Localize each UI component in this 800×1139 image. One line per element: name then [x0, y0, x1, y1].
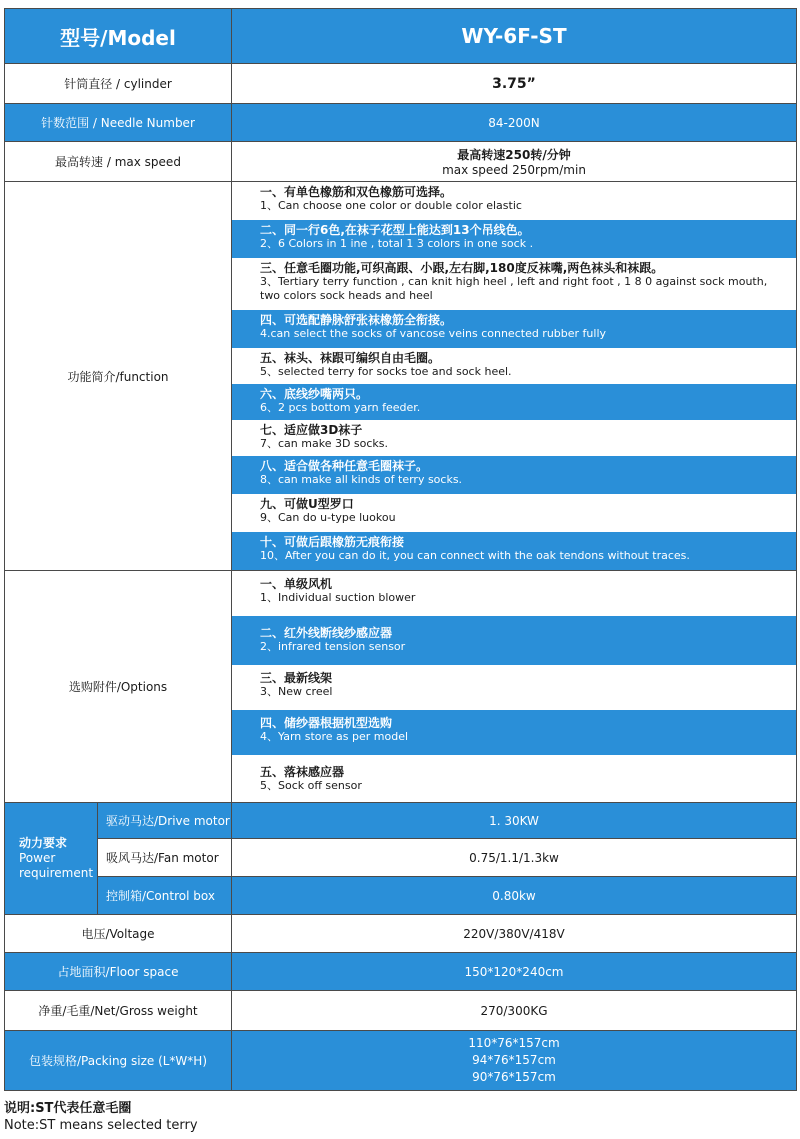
- packing-label: 包装规格/Packing size (L*W*H): [5, 1031, 232, 1091]
- speed-row: [5, 142, 797, 182]
- power-drive-row: [5, 803, 797, 839]
- voltage-value: 220V/380V/418V: [232, 915, 797, 953]
- floor-row: [5, 953, 797, 991]
- options-item: 二、红外线断线纱感应器 2、infrared tension sensor: [232, 616, 796, 665]
- footnote: [4, 1100, 198, 1134]
- spec-sheet: [4, 8, 796, 1091]
- options-item: 一、单级风机 1、Individual suction blower: [232, 571, 796, 616]
- drive-motor-value: 1. 30KW: [232, 803, 797, 839]
- fan-motor-label: 吸风马达/Fan motor: [98, 839, 232, 877]
- footnote-en: Note:ST means selected terry: [4, 1118, 198, 1133]
- function-item: 一、有单色橡筋和双色橡筋可选择。 1、Can choose one color or double color elastic: [232, 182, 796, 220]
- function-row: [5, 182, 797, 571]
- drive-motor-label: 驱动马达/Drive motor: [98, 803, 232, 839]
- weight-row: [5, 991, 797, 1031]
- packing-value: 110*76*157cm: [468, 1036, 560, 1050]
- function-item: 二、同一行6色,在袜子花型上能达到13个吊线色。 2、6 Colors in 1 ine , total 1 3 colors in one sock .: [232, 220, 796, 258]
- power-fan-row: [5, 839, 797, 877]
- speed-label: 最高转速 / max speed: [5, 142, 232, 182]
- function-item: 五、袜头、袜跟可编织自由毛圈。 5、selected terry for socks toe and sock heel.: [232, 348, 796, 384]
- options-label: 选购附件/Options: [5, 571, 232, 803]
- model-value: WY-6F-ST: [232, 9, 797, 64]
- function-item: 七、适应做3D袜子 7、can make 3D socks.: [232, 420, 796, 456]
- function-label: 功能简介/function: [5, 182, 232, 571]
- cylinder-value: 3.75”: [232, 64, 797, 104]
- control-box-label: 控制箱/Control box: [98, 877, 232, 915]
- fan-motor-value: 0.75/1.1/1.3kw: [232, 839, 797, 877]
- weight-value: 270/300KG: [232, 991, 797, 1031]
- cylinder-row: [5, 64, 797, 104]
- spec-table: [4, 8, 797, 1091]
- voltage-row: [5, 915, 797, 953]
- header-row: [5, 9, 797, 64]
- packing-value: 94*76*157cm: [472, 1053, 556, 1067]
- options-list: [232, 571, 797, 803]
- power-label-en-1: Power: [19, 851, 56, 865]
- floor-value: 150*120*240cm: [232, 953, 797, 991]
- packing-row: [5, 1031, 797, 1091]
- weight-label: 净重/毛重/Net/Gross weight: [5, 991, 232, 1031]
- cylinder-label: 针筒直径 / cylinder: [5, 64, 232, 104]
- power-label-zh: 动力要求: [19, 836, 68, 850]
- control-box-value: 0.80kw: [232, 877, 797, 915]
- function-item: 八、适合做各种任意毛圈袜子。 8、can make all kinds of terry socks.: [232, 456, 796, 494]
- function-item: 十、可做后跟橡筋无痕衔接 10、After you can do it, you can connect with the oak tendons without traces.: [232, 532, 796, 570]
- needle-value: 84-200N: [232, 104, 797, 142]
- packing-values: [232, 1031, 797, 1091]
- options-item: 四、储纱器根据机型选购 4、Yarn store as per model: [232, 710, 796, 755]
- power-label: [5, 803, 98, 915]
- function-item: 六、底线纱嘴两只。 6、2 pcs bottom yarn feeder.: [232, 384, 796, 420]
- function-item: 三、任意毛圈功能,可织高跟、小跟,左右脚,180度反袜嘴,两色袜头和袜跟。 3、Tertiary terry function , can knit high heel , left and right foot , 1 8 0 against sock mouth, two colors sock heads and heel: [232, 258, 796, 310]
- speed-value: [232, 142, 797, 182]
- function-item: 九、可做U型罗口 9、Can do u-type luokou: [232, 494, 796, 532]
- model-label: 型号/Model: [5, 9, 232, 64]
- function-list: [232, 182, 797, 571]
- voltage-label: 电压/Voltage: [5, 915, 232, 953]
- speed-value-zh: 最高转速250转/分钟: [457, 148, 571, 162]
- function-item: 四、可选配静脉舒张袜橡筋全衔接。 4.can select the socks of vancose veins connected rubber fully: [232, 310, 796, 348]
- options-item: 三、最新线架 3、New creel: [232, 665, 796, 710]
- needle-label: 针数范围 / Needle Number: [5, 104, 232, 142]
- power-label-en-2: requirement: [19, 866, 94, 880]
- packing-value: 90*76*157cm: [472, 1070, 556, 1084]
- needle-row: [5, 104, 797, 142]
- speed-value-en: max speed 250rpm/min: [442, 163, 586, 177]
- options-row: [5, 571, 797, 803]
- options-item: 五、落袜感应器 5、Sock off sensor: [232, 755, 796, 802]
- footnote-zh: 说明:ST代表任意毛圈: [4, 1101, 132, 1116]
- power-control-row: [5, 877, 797, 915]
- floor-label: 占地面积/Floor space: [5, 953, 232, 991]
